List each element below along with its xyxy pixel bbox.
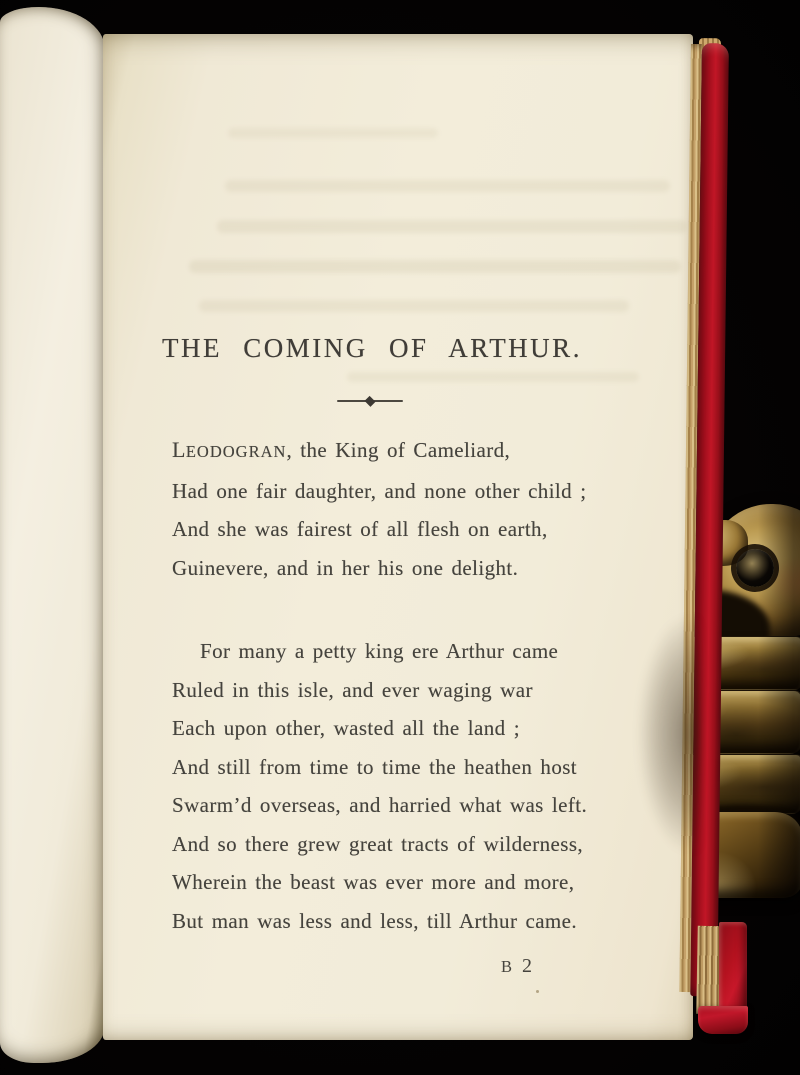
show-through-line: [347, 372, 639, 382]
page-leaves-edge-bottom: [696, 926, 721, 1014]
diamond-ornament-icon: [337, 396, 403, 406]
left-blank-page: [0, 7, 105, 1063]
poem-line: Guinevere, and in her his one delight.: [172, 555, 519, 580]
poem-line: Swarm’d overseas, and harried what was left.: [172, 793, 588, 817]
poem-line: And still from time to time the heathen host: [172, 754, 578, 779]
dust-speck: [536, 990, 539, 993]
line-text: , the King of Cameliard,: [286, 438, 511, 462]
show-through-line: [225, 180, 670, 192]
poem-line: And she was fairest of all flesh on earth,: [172, 517, 548, 541]
brass-edge-shade: [758, 500, 800, 900]
poem-line: For many a petty king ere Arthur came: [200, 639, 559, 663]
hand-cast-shadow: [638, 616, 700, 852]
diamond-icon: [365, 395, 375, 405]
show-through-line: [189, 260, 681, 273]
fore-edge-group: [679, 38, 751, 999]
poem-line: Had one fair daughter, and none other child ;: [172, 478, 587, 503]
poem-stanza-1: [172, 431, 672, 587]
red-cover-foot: [698, 1006, 748, 1034]
lead-small-caps: EODOGRAN: [185, 442, 287, 461]
poem-line: Each upon other, wasted all the land ;: [172, 716, 520, 740]
page-title: THE COMING OF ARTHUR.: [162, 333, 582, 363]
show-through-line: [217, 220, 687, 233]
poem-line: And so there grew great tracts of wilderness,: [172, 831, 584, 856]
show-through-line: [199, 300, 629, 312]
poem-text: [172, 431, 672, 940]
book-page: [103, 34, 693, 1040]
poem-stanza-2: [172, 632, 672, 940]
poem-line: Ruled in this isle, and ever waging war: [172, 677, 533, 702]
show-through-line: [228, 128, 438, 138]
signature-letter: B: [501, 957, 516, 976]
signature-number: 2: [522, 955, 536, 977]
lead-capital: L: [172, 437, 186, 462]
poem-line: Wherein the beast was ever more and more,: [172, 870, 575, 894]
signature-mark: [501, 955, 535, 978]
poem-line: [172, 431, 672, 472]
poem-line: But man was less and less, till Arthur came.: [172, 908, 578, 933]
